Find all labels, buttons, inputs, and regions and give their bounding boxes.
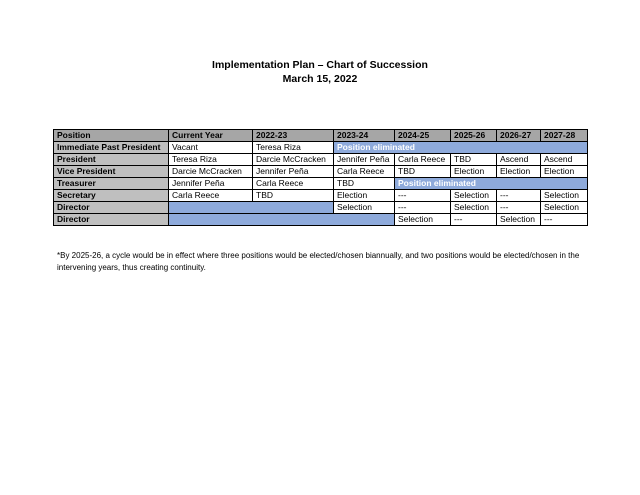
table-cell: Jennifer Peña — [334, 154, 395, 166]
table-cell: Selection — [451, 190, 497, 202]
column-header-2024-25: 2024-25 — [395, 130, 451, 142]
table-header-row — [54, 130, 588, 142]
table-cell: Jennifer Peña — [253, 166, 334, 178]
table-cell: Carla Reece — [334, 166, 395, 178]
table-cell: Teresa Riza — [253, 142, 334, 154]
document-header — [0, 58, 640, 86]
table-cell: Darcie McCracken — [253, 154, 334, 166]
table-cell: Election — [334, 190, 395, 202]
column-header-2027-28: 2027-28 — [541, 130, 588, 142]
table-cell: Election — [541, 166, 588, 178]
table-cell: TBD — [451, 154, 497, 166]
not-applicable-cell — [169, 202, 334, 214]
table-cell: Selection — [497, 214, 541, 226]
position-label: Immediate Past President — [54, 142, 169, 154]
table-cell: Vacant — [169, 142, 253, 154]
position-eliminated-banner: Position eliminated — [334, 142, 588, 154]
column-header-2022-23: 2022-23 — [253, 130, 334, 142]
table-cell: Selection — [541, 202, 588, 214]
table-row-immediate-past-president — [54, 142, 588, 154]
table-cell: TBD — [253, 190, 334, 202]
table-cell: --- — [395, 190, 451, 202]
table-cell: Selection — [541, 190, 588, 202]
table-cell: Teresa Riza — [169, 154, 253, 166]
column-header-2025-26: 2025-26 — [451, 130, 497, 142]
table-row-secretary — [54, 190, 588, 202]
table-cell: --- — [497, 190, 541, 202]
table-cell: Election — [451, 166, 497, 178]
column-header-current-year: Current Year — [169, 130, 253, 142]
column-header-2026-27: 2026-27 — [497, 130, 541, 142]
document-date: March 15, 2022 — [282, 73, 358, 85]
table-cell: --- — [497, 202, 541, 214]
table-cell: Carla Reece — [395, 154, 451, 166]
table-cell: Jennifer Peña — [169, 178, 253, 190]
position-label: President — [54, 154, 169, 166]
table-cell: Election — [497, 166, 541, 178]
table-row-vice-president — [54, 166, 588, 178]
table-cell: Selection — [395, 214, 451, 226]
table-cell: --- — [395, 202, 451, 214]
not-applicable-cell — [169, 214, 395, 226]
column-header-2023-24: 2023-24 — [334, 130, 395, 142]
table-cell: TBD — [334, 178, 395, 190]
footnote: *By 2025-26, a cycle would be in effect where three positions would be elected/chosen biannually, and two positions would be elected/chosen in the intervening years, thus creating continuity. — [57, 251, 580, 272]
document-title: Implementation Plan – Chart of Succession — [212, 59, 428, 71]
succession-table — [53, 129, 588, 226]
table-row-treasurer — [54, 178, 588, 190]
position-label: Treasurer — [54, 178, 169, 190]
table-row-director-2 — [54, 214, 588, 226]
table-cell: --- — [451, 214, 497, 226]
table-row-president — [54, 154, 588, 166]
table-cell: Ascend — [541, 154, 588, 166]
position-label: Vice President — [54, 166, 169, 178]
position-label: Director — [54, 202, 169, 214]
table-cell: Carla Reece — [253, 178, 334, 190]
table-cell: --- — [541, 214, 588, 226]
position-eliminated-banner: Position eliminated — [395, 178, 588, 190]
column-header-position: Position — [54, 130, 169, 142]
table-cell: Selection — [451, 202, 497, 214]
position-label: Director — [54, 214, 169, 226]
table-cell: Carla Reece — [169, 190, 253, 202]
position-label: Secretary — [54, 190, 169, 202]
table-cell: Ascend — [497, 154, 541, 166]
table-cell: TBD — [395, 166, 451, 178]
table-row-director-1 — [54, 202, 588, 214]
table-cell: Darcie McCracken — [169, 166, 253, 178]
table-cell: Selection — [334, 202, 395, 214]
